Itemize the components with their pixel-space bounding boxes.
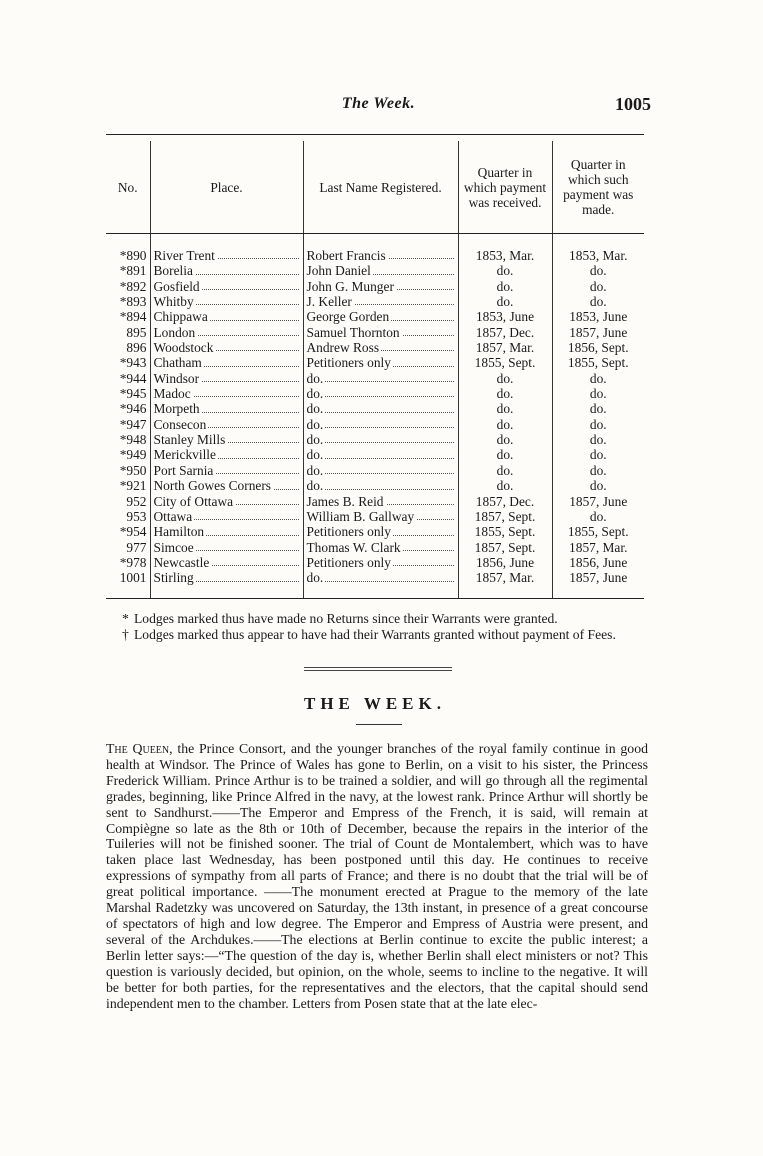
table-row	[106, 463, 644, 478]
row-quarter-received-text: 1857, Sept.	[474, 508, 536, 524]
row-quarter-made	[552, 325, 644, 340]
row-last-name	[303, 540, 458, 555]
row-last-name-text: do.	[306, 462, 324, 478]
row-place-text: Ottawa	[153, 508, 193, 524]
row-place-text: Madoc	[153, 386, 191, 402]
section-divider	[304, 667, 452, 673]
footnote	[106, 627, 644, 643]
table-row	[106, 432, 644, 447]
table-row	[106, 355, 644, 370]
table-row	[106, 386, 644, 401]
row-number	[106, 463, 150, 478]
row-quarter-received-text: 1856, June	[475, 554, 535, 570]
row-number	[106, 279, 150, 294]
footnote-mark: †	[122, 627, 129, 642]
table-row	[106, 540, 644, 555]
row-quarter-received-text: do.	[496, 263, 514, 279]
row-quarter-received	[458, 294, 552, 309]
row-quarter-made	[552, 447, 644, 462]
row-number	[106, 340, 150, 355]
row-place	[150, 340, 303, 355]
row-quarter-received-text: 1853, Mar.	[475, 248, 535, 263]
row-last-name-text: do.	[306, 386, 324, 402]
row-last-name-text: Thomas W. Clark	[306, 539, 401, 555]
row-quarter-made	[552, 340, 644, 355]
row-number-text: *949	[119, 447, 147, 463]
row-place	[150, 417, 303, 432]
row-place	[150, 478, 303, 493]
row-quarter-made	[552, 478, 644, 493]
row-number	[106, 386, 150, 401]
table-row	[106, 401, 644, 416]
row-quarter-received	[458, 524, 552, 539]
row-last-name-text: John G. Munger	[306, 278, 394, 294]
row-number	[106, 509, 150, 524]
row-quarter-made	[552, 401, 644, 416]
running-head	[106, 95, 651, 117]
row-quarter-made-text: do.	[589, 263, 607, 279]
row-place-text: Chatham	[153, 355, 202, 371]
row-last-name	[303, 432, 458, 447]
row-quarter-made	[552, 494, 644, 509]
table-row	[106, 309, 644, 324]
section-heading: THE WEEK.	[304, 694, 446, 713]
row-place	[150, 325, 303, 340]
page-number: 1005	[615, 94, 651, 114]
table-spacer-row	[106, 586, 644, 599]
row-place	[150, 386, 303, 401]
row-place-text: Newcastle	[153, 554, 210, 570]
article-text: the Prince Consort, and the younger branches of the royal family continue in good health at Windsor. The Prince of Wales has gone to Berlin, on a visit to his sister, the Princess Frederick William. Prince Arthur is to be trained a soldier, and will go through all the regimental grades, beginning, like Prince Alfred in the navy, at the lowest rank. Prince Arthur will shortly be sent to Sandhurst.——The Emperor and Empress of the French, it is said, will remain at Compiègne so late as the 8th or 10th of December, because the repairs in the interior of the Tuileries will not be finished sooner. The trial of Count de Montalembert, which was to have taken place last Wednesday, has been postponed until this day. He continues to receive expressions of sympathy from all parts of France; and there is no doubt that the trial will be of great political importance. ——The monument erected at Prague to the memory of the late Marshal Radetzky was uncovered on Saturday, the 13th instant, in presence of a great concourse of spectators of high and low degree. The Emperor and Empress of Austria were present, and several of the Archdukes.——The elections at Berlin continue to excite the public interest; a Berlin letter says:—“The question of the day is, whether Berlin shall elect ministers or not? This question is variously decided, but opinion, on the whole, seems to incline to the negative. It will be better for both parties, for the representatives and the electors, that the capital should send independent men to the chamber. Letters from Posen state that at the late elec-	[106, 741, 649, 1011]
footnote-mark: *	[122, 611, 129, 626]
row-number-text: *944	[119, 370, 147, 386]
row-last-name	[303, 294, 458, 309]
row-place-text: Stanley Mills	[153, 432, 226, 448]
row-quarter-received	[458, 540, 552, 555]
row-number	[106, 570, 150, 585]
row-number-text: *894	[119, 309, 147, 325]
row-place	[150, 509, 303, 524]
row-quarter-made-text: do.	[589, 447, 607, 463]
row-number-text: *948	[119, 432, 147, 448]
row-quarter-received	[458, 263, 552, 278]
row-place-text: Windsor	[153, 370, 200, 386]
row-number	[106, 355, 150, 370]
row-last-name	[303, 248, 458, 263]
row-quarter-made-text: do.	[589, 294, 607, 310]
row-quarter-made-text: do.	[589, 508, 607, 524]
row-number-text: *945	[119, 386, 147, 402]
row-last-name	[303, 263, 458, 278]
table-row	[106, 509, 644, 524]
row-last-name-text: John Daniel	[306, 263, 371, 279]
row-quarter-made	[552, 355, 644, 370]
row-place-text: North Gowes Corners	[153, 478, 272, 494]
footnote	[106, 611, 644, 627]
table-row	[106, 263, 644, 278]
row-quarter-received-text: 1857, Mar.	[475, 340, 535, 356]
row-number-text: *891	[119, 263, 147, 279]
column-header-quarter-made: Quarter in which such payment was made.	[552, 141, 644, 234]
row-quarter-made-text: 1853, Mar.	[569, 248, 628, 263]
footnote-text: Lodges marked thus have made no Returns since their Warrants were granted.	[134, 611, 558, 626]
row-place	[150, 494, 303, 509]
row-quarter-made	[552, 279, 644, 294]
column-header-last-name: Last Name Registered.	[303, 141, 458, 234]
row-last-name	[303, 494, 458, 509]
row-place-text: City of Ottawa	[153, 493, 234, 509]
row-number	[106, 478, 150, 493]
row-quarter-made	[552, 540, 644, 555]
row-number	[106, 309, 150, 324]
row-last-name-text: do.	[306, 416, 324, 432]
row-last-name-text: do.	[306, 447, 324, 463]
row-last-name-text: Samuel Thornton	[306, 324, 400, 340]
row-place-text: Gosfield	[153, 278, 200, 294]
row-last-name	[303, 417, 458, 432]
row-quarter-received-text: 1853, June	[475, 309, 535, 325]
row-place-text: Woodstock	[153, 340, 214, 356]
row-quarter-received-text: 1857, Sept.	[474, 539, 536, 555]
row-quarter-received-text: do.	[496, 278, 514, 294]
row-quarter-made	[552, 371, 644, 386]
row-place	[150, 540, 303, 555]
row-quarter-received	[458, 309, 552, 324]
row-quarter-received	[458, 447, 552, 462]
footnote-text: Lodges marked thus appear to have had their Warrants granted without payment of Fees.	[134, 627, 616, 642]
row-place-text: Simcoe	[153, 539, 194, 555]
row-number-text: *921	[119, 478, 147, 494]
row-number	[106, 432, 150, 447]
row-quarter-received-text: 1855, Sept.	[474, 524, 536, 540]
table-body	[106, 234, 644, 599]
row-last-name-text: William B. Gallway	[306, 508, 415, 524]
row-quarter-made	[552, 386, 644, 401]
row-number-text: *947	[119, 416, 147, 432]
row-number	[106, 524, 150, 539]
row-quarter-made-text: 1857, June	[569, 493, 628, 509]
row-quarter-made-text: do.	[589, 478, 607, 494]
row-quarter-made	[552, 524, 644, 539]
row-quarter-received	[458, 570, 552, 585]
row-number-text: *978	[119, 554, 147, 570]
row-quarter-made-text: do.	[589, 416, 607, 432]
row-place-text: Borelia	[153, 263, 193, 279]
row-place	[150, 279, 303, 294]
row-number-text: 977	[126, 539, 147, 555]
running-head-title: The Week.	[341, 95, 416, 112]
row-last-name	[303, 309, 458, 324]
row-place-text: Consecon	[153, 416, 207, 432]
row-quarter-received	[458, 432, 552, 447]
lodges-table	[106, 141, 644, 599]
row-quarter-received-text: do.	[496, 447, 514, 463]
row-quarter-made-text: 1856, June	[569, 554, 628, 570]
row-quarter-received-text: do.	[496, 386, 514, 402]
row-quarter-received	[458, 355, 552, 370]
row-last-name-text: J. Keller	[306, 294, 352, 310]
table-row	[106, 294, 644, 309]
row-number	[106, 447, 150, 462]
row-last-name	[303, 555, 458, 570]
table-row	[106, 279, 644, 294]
column-header-no: No.	[106, 141, 150, 234]
row-place	[150, 570, 303, 585]
row-quarter-received	[458, 371, 552, 386]
row-quarter-received-text: 1855, Sept.	[474, 355, 536, 371]
row-quarter-made-text: do.	[589, 278, 607, 294]
row-quarter-received	[458, 494, 552, 509]
row-quarter-made	[552, 570, 644, 585]
row-number-text: *893	[119, 294, 147, 310]
row-quarter-made-text: 1856, Sept.	[567, 340, 629, 356]
row-quarter-made-text: do.	[589, 401, 607, 417]
table-row	[106, 555, 644, 570]
row-place	[150, 248, 303, 263]
row-quarter-received	[458, 509, 552, 524]
row-number	[106, 263, 150, 278]
row-number	[106, 401, 150, 416]
row-quarter-received	[458, 386, 552, 401]
row-last-name	[303, 570, 458, 585]
article-lead: The Queen,	[106, 741, 173, 756]
footnotes	[106, 611, 644, 643]
row-last-name-text: Petitioners only	[306, 355, 391, 371]
row-quarter-made	[552, 417, 644, 432]
row-last-name	[303, 401, 458, 416]
row-number-text: 896	[126, 340, 147, 356]
row-last-name	[303, 325, 458, 340]
row-last-name-text: James B. Reid	[306, 493, 384, 509]
row-last-name	[303, 386, 458, 401]
row-place	[150, 294, 303, 309]
row-number-text: *954	[119, 524, 147, 540]
row-place-text: Port Sarnia	[153, 462, 214, 478]
row-quarter-made	[552, 432, 644, 447]
row-place	[150, 447, 303, 462]
row-quarter-made-text: 1855, Sept.	[567, 524, 629, 540]
row-number-text: *946	[119, 401, 147, 417]
heading-underline	[356, 724, 402, 725]
row-last-name-text: do.	[306, 370, 324, 386]
row-quarter-made-text: do.	[589, 432, 607, 448]
row-place-text: Merickville	[153, 447, 216, 463]
row-quarter-made-text: do.	[589, 386, 607, 402]
row-last-name	[303, 478, 458, 493]
row-quarter-made	[552, 463, 644, 478]
row-quarter-received-text: do.	[496, 478, 514, 494]
row-quarter-made-text: 1857, June	[569, 570, 628, 586]
row-quarter-received-text: 1857, Dec.	[475, 324, 535, 340]
row-quarter-received	[458, 555, 552, 570]
table-row	[106, 417, 644, 432]
row-quarter-received-text: 1857, Dec.	[475, 493, 535, 509]
row-place-text: Chippawa	[153, 309, 208, 325]
row-last-name-text: Petitioners only	[306, 524, 391, 540]
table-row	[106, 447, 644, 462]
table-row	[106, 325, 644, 340]
row-quarter-made	[552, 309, 644, 324]
row-quarter-received	[458, 463, 552, 478]
row-last-name	[303, 355, 458, 370]
row-quarter-made	[552, 294, 644, 309]
row-number-text: 953	[126, 508, 147, 524]
row-last-name-text: do.	[306, 401, 324, 417]
row-number-text: *890	[119, 248, 147, 263]
row-number-text: *943	[119, 355, 147, 371]
column-header-quarter-received: Quarter in which payment was received.	[458, 141, 552, 234]
row-quarter-received-text: 1857, Mar.	[475, 570, 535, 586]
row-number	[106, 555, 150, 570]
row-last-name-text: George Gorden	[306, 309, 390, 325]
row-number	[106, 294, 150, 309]
row-place-text: Morpeth	[153, 401, 200, 417]
row-last-name	[303, 463, 458, 478]
row-number-text: 1001	[119, 570, 147, 586]
row-number	[106, 325, 150, 340]
row-last-name-text: Andrew Ross	[306, 340, 380, 356]
row-quarter-received-text: do.	[496, 432, 514, 448]
row-quarter-received-text: do.	[496, 370, 514, 386]
row-quarter-made-text: do.	[589, 462, 607, 478]
table-row	[106, 248, 644, 263]
row-place	[150, 355, 303, 370]
table-row	[106, 478, 644, 493]
row-place	[150, 432, 303, 447]
row-number	[106, 540, 150, 555]
row-quarter-received	[458, 478, 552, 493]
row-place-text: London	[153, 324, 196, 340]
row-number	[106, 371, 150, 386]
row-place	[150, 401, 303, 416]
row-quarter-made	[552, 555, 644, 570]
row-quarter-received	[458, 325, 552, 340]
row-quarter-received-text: do.	[496, 462, 514, 478]
row-quarter-received	[458, 340, 552, 355]
row-last-name	[303, 524, 458, 539]
table-top-rule	[106, 134, 644, 135]
row-quarter-received	[458, 401, 552, 416]
row-number-text: 895	[126, 324, 147, 340]
row-place	[150, 463, 303, 478]
row-quarter-made	[552, 509, 644, 524]
row-place-text: Hamilton	[153, 524, 205, 540]
row-quarter-received	[458, 417, 552, 432]
row-number	[106, 417, 150, 432]
table-row	[106, 570, 644, 585]
row-last-name-text: do.	[306, 478, 324, 494]
row-place	[150, 555, 303, 570]
article-body	[106, 741, 648, 1011]
row-quarter-made-text: 1857, June	[569, 324, 628, 340]
row-place-text: Stirling	[153, 570, 194, 586]
row-quarter-received	[458, 248, 552, 263]
row-last-name-text: do.	[306, 432, 324, 448]
row-place-text: Whitby	[153, 294, 194, 310]
row-quarter-made-text: 1855, Sept.	[567, 355, 629, 371]
row-number-text: 952	[126, 493, 147, 509]
table-spacer-row	[106, 234, 644, 249]
row-quarter-made	[552, 248, 644, 263]
row-quarter-made-text: 1857, Mar.	[569, 539, 628, 555]
row-quarter-received-text: do.	[496, 401, 514, 417]
row-quarter-made	[552, 263, 644, 278]
row-last-name-text: Petitioners only	[306, 554, 391, 570]
row-quarter-received-text: do.	[496, 294, 514, 310]
row-number-text: *950	[119, 462, 147, 478]
row-last-name	[303, 447, 458, 462]
row-number-text: *892	[119, 278, 147, 294]
row-quarter-received-text: do.	[496, 416, 514, 432]
row-last-name	[303, 279, 458, 294]
table-row	[106, 340, 644, 355]
row-last-name	[303, 340, 458, 355]
row-number	[106, 248, 150, 263]
table-header-row	[106, 141, 644, 234]
row-number	[106, 494, 150, 509]
row-last-name	[303, 371, 458, 386]
row-last-name	[303, 509, 458, 524]
table-row	[106, 524, 644, 539]
row-place-text: River Trent	[153, 248, 215, 263]
table-row	[106, 371, 644, 386]
row-place	[150, 524, 303, 539]
row-last-name-text: do.	[306, 570, 324, 586]
row-quarter-received	[458, 279, 552, 294]
row-last-name-text: Robert Francis	[306, 248, 386, 263]
row-quarter-made-text: 1853, June	[569, 309, 628, 325]
row-place	[150, 371, 303, 386]
column-header-place: Place.	[150, 141, 303, 234]
row-quarter-made-text: do.	[589, 370, 607, 386]
row-place	[150, 263, 303, 278]
row-place	[150, 309, 303, 324]
table-row	[106, 494, 644, 509]
